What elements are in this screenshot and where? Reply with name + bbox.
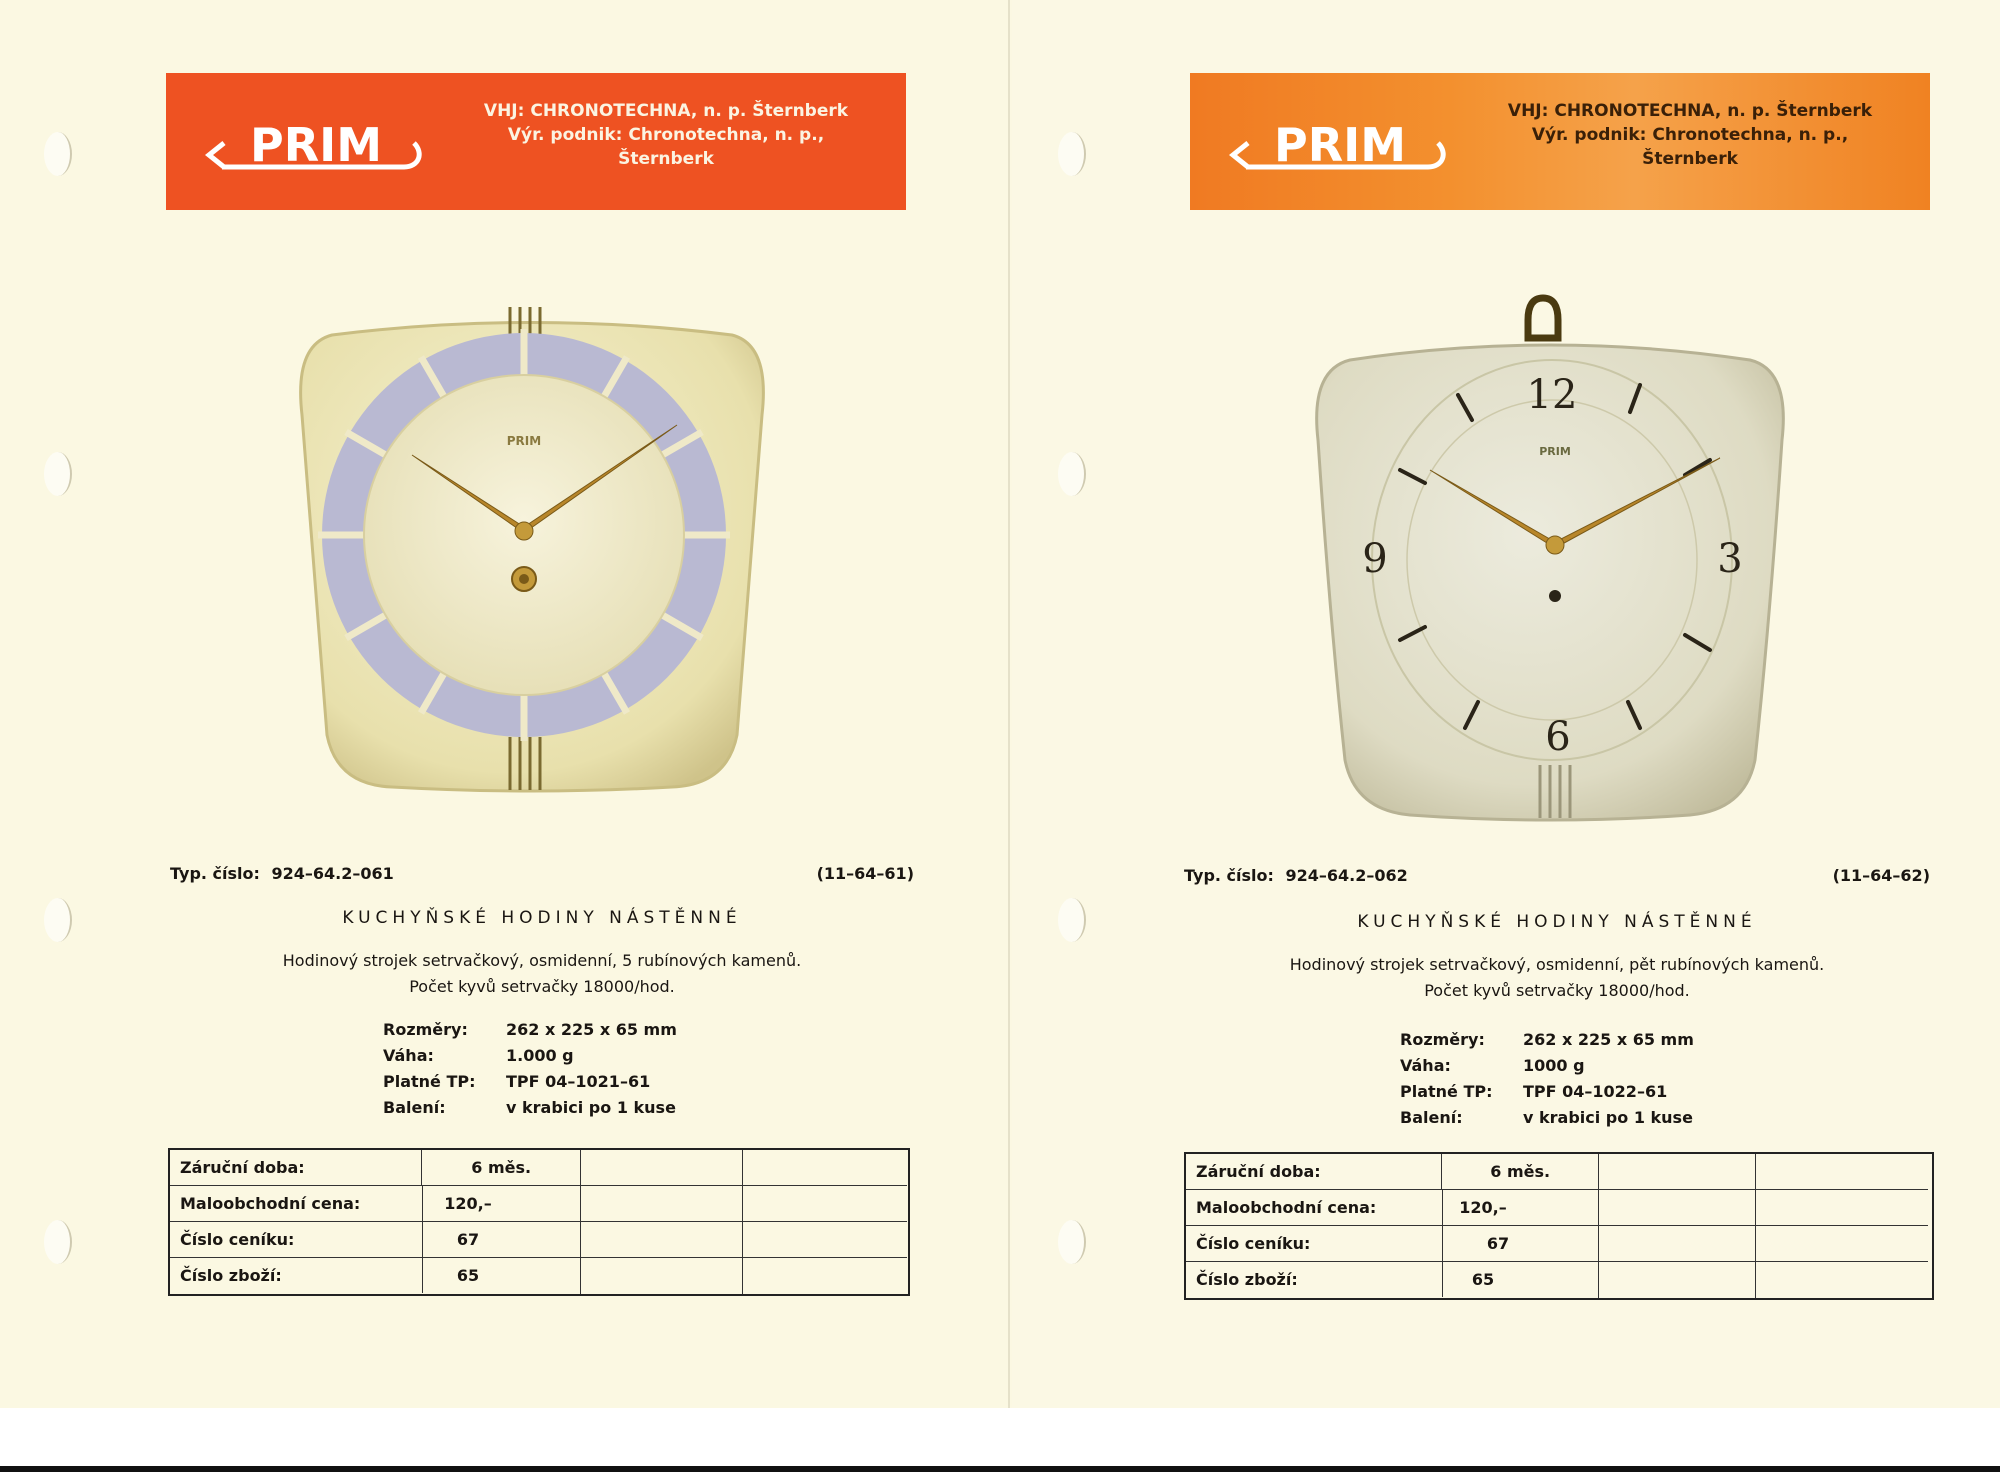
binder-hole: [1058, 1220, 1086, 1264]
type-code: 924–64.2–061: [271, 864, 394, 883]
product-title: KUCHYŇSKÉ HODINY NÁSTĚNNÉ: [1357, 912, 1757, 932]
spec-list: [1400, 1030, 1694, 1134]
binder-hole: [1058, 132, 1086, 176]
price-info-table: [168, 1148, 910, 1296]
bottom-margin: [0, 1408, 2000, 1472]
prim-logo: [1228, 103, 1458, 183]
description-line-1: Hodinový strojek setrvačkový, osmidenní, pět rubínových kamenů.: [1289, 955, 1825, 974]
spec-row: Rozměry: 262 x 225 x 65 mm: [1400, 1030, 1694, 1049]
blank-column: [742, 1150, 907, 1294]
header-banner: [166, 73, 906, 210]
blank-column: [1598, 1154, 1755, 1298]
spec-list: [383, 1020, 677, 1124]
table-row: Maloobchodní cena: 120,–: [1186, 1190, 1598, 1226]
binder-hole: [1058, 898, 1086, 942]
type-label: Typ. číslo:: [1184, 866, 1274, 885]
description-line-2: Počet kyvů setrvačky 18000/hod.: [409, 977, 675, 996]
type-label: Typ. číslo:: [170, 864, 260, 883]
svg-text:PRIM: PRIM: [1273, 118, 1407, 172]
prim-logo: [204, 103, 434, 183]
banner-line-1: VHJ: CHRONOTECHNA, n. p. Šternberk: [1507, 101, 1873, 121]
reference-code: (11–64–61): [816, 864, 914, 883]
svg-text:PRIM: PRIM: [249, 118, 383, 172]
info-columns: [1186, 1154, 1598, 1298]
price-info-table: [1184, 1152, 1934, 1300]
type-code: 924–64.2–062: [1285, 866, 1408, 885]
clock-image: [1300, 290, 1800, 830]
clock-image-spacer: [0, 290, 480, 830]
numeral-3: 3: [1717, 536, 1743, 582]
product-title: KUCHYŇSKÉ HODINY NÁSTĚNNÉ: [342, 908, 742, 928]
binder-hole: [44, 898, 72, 942]
banner-line-2: Výr. podnik: Chronotechna, n. p.,: [507, 125, 825, 145]
description-line-2: Počet kyvů setrvačky 18000/hod.: [1424, 981, 1690, 1000]
numeral-9: 9: [1362, 536, 1388, 582]
table-row: Číslo zboží: 65: [1186, 1262, 1598, 1297]
binder-hole: [44, 132, 72, 176]
svg-text:PRIM: PRIM: [1539, 445, 1571, 458]
spec-row: Platné TP: TPF 04–1022–61: [1400, 1082, 1668, 1101]
table-row: Číslo ceníku: 67: [1186, 1226, 1598, 1262]
spec-row: Platné TP: TPF 04–1021–61: [383, 1072, 651, 1091]
banner-line-3: Šternberk: [1642, 149, 1738, 169]
blank-column: [1755, 1154, 1928, 1298]
table-row: Číslo ceníku: 67: [170, 1222, 580, 1258]
spec-row: Váha: 1000 g: [1400, 1056, 1585, 1075]
type-number-row: [1184, 866, 1930, 885]
spec-row: Balení: v krabici po 1 kuse: [383, 1098, 676, 1117]
numeral-12: 12: [1526, 372, 1578, 418]
table-row: Číslo zboží: 65: [170, 1258, 580, 1293]
reference-code: (11–64–62): [1832, 866, 1930, 885]
description-line-1: Hodinový strojek setrvačkový, osmidenní, 5 rubínových kamenů.: [282, 951, 802, 970]
product-description: [170, 948, 914, 1000]
spec-row: Balení: v krabici po 1 kuse: [1400, 1108, 1693, 1127]
table-row: Maloobchodní cena: 120,–: [170, 1186, 580, 1222]
info-columns: [170, 1150, 580, 1294]
numeral-6: 6: [1545, 714, 1571, 760]
banner-line-3: Šternberk: [618, 149, 714, 169]
table-row: Záruční doba: 6 měs.: [1186, 1154, 1598, 1190]
banner-address: [456, 99, 876, 171]
banner-line-1: VHJ: CHRONOTECHNA, n. p. Šternberk: [483, 101, 849, 121]
blank-column: [580, 1150, 742, 1294]
product-description: [1184, 952, 1930, 1004]
binder-hole: [1058, 452, 1086, 496]
catalog-page-right: [1012, 0, 2000, 1408]
banner-line-2: Výr. podnik: Chronotechna, n. p.,: [1531, 125, 1849, 145]
svg-text:PRIM: PRIM: [506, 434, 542, 448]
banner-address: [1480, 99, 1900, 171]
spec-row: Váha: 1.000 g: [383, 1046, 574, 1065]
spec-row: Rozměry: 262 x 225 x 65 mm: [383, 1020, 677, 1039]
bottom-edge: [0, 1466, 2000, 1472]
header-banner: [1190, 73, 1930, 210]
binder-hole: [44, 1220, 72, 1264]
type-number-row: [170, 864, 914, 883]
table-row: Záruční doba: 6 měs.: [170, 1150, 580, 1186]
